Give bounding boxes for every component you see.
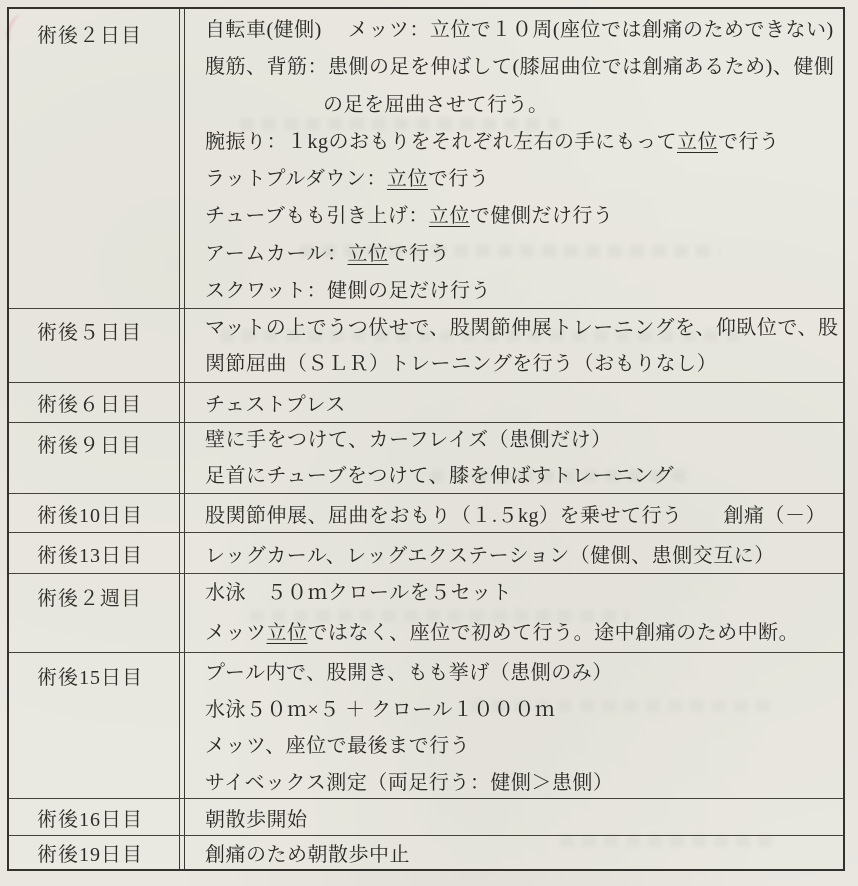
content-cell xyxy=(185,533,843,573)
day-cell xyxy=(9,9,179,308)
text-segment: 朝散歩開始 xyxy=(205,808,308,831)
content-line xyxy=(205,273,837,310)
table-row xyxy=(9,422,843,493)
text-segment: レッグカール、レッグエクステーション（健側、患側交互に） xyxy=(205,544,775,567)
content-line xyxy=(205,728,837,765)
text-segment: 自転車(健側) メッツ：立位で１０周(座位では創痛のためできない) xyxy=(205,19,834,41)
underlined-term: 立位 xyxy=(386,168,428,191)
text-segment: 水泳５０ｍ×５ ＋ クロール１０００ｍ xyxy=(205,698,556,721)
table-row xyxy=(9,308,843,382)
day-cell xyxy=(9,423,179,493)
content-line xyxy=(205,539,837,568)
day-label: 術後２日目 xyxy=(37,24,142,47)
day-label: 術後19日目 xyxy=(37,844,143,866)
text-segment: 水泳 ５０ｍクロールを５セット xyxy=(205,582,513,604)
content-line xyxy=(205,346,837,382)
text-segment: 腹筋、背筋：患側の足を伸ばして(膝屈曲位では創痛あるため)、健側 xyxy=(205,56,835,79)
text-segment: で行う xyxy=(718,130,780,153)
text-segment: 創痛のため朝散歩中止 xyxy=(205,844,410,866)
day-label: 術後９日目 xyxy=(37,434,142,457)
day-label: 術後６日目 xyxy=(37,394,142,416)
content-line xyxy=(205,198,837,235)
content-line xyxy=(205,12,837,49)
day-cell xyxy=(9,533,179,573)
content-cell xyxy=(185,494,843,532)
table-row xyxy=(9,573,843,652)
content-cell xyxy=(185,309,843,382)
underlined-term: 立位 xyxy=(677,130,718,153)
text-segment: ラットプルダウン： xyxy=(205,168,387,191)
content-cell xyxy=(185,574,843,652)
content-line xyxy=(205,423,837,459)
text-segment: マットの上でうつ伏せで、股関節伸展トレーニングを、仰臥位で、股 xyxy=(205,317,839,339)
content-line xyxy=(205,459,837,495)
day-cell xyxy=(9,383,179,422)
content-line xyxy=(205,692,837,729)
text-segment: プール内で、股開き、もも挙げ（患側のみ） xyxy=(205,662,613,684)
text-segment: 股関節伸展、屈曲をおもり（１.５kg）を乗せて行う 創痛（－） xyxy=(205,504,826,527)
text-segment: チェストプレス xyxy=(205,394,346,416)
content-line xyxy=(205,236,837,273)
day-label: 術後５日目 xyxy=(37,322,142,344)
day-cell xyxy=(9,653,179,798)
text-segment: で行う xyxy=(427,168,490,191)
text-segment: の足を屈曲させて行う。 xyxy=(323,93,549,116)
content-cell xyxy=(185,383,843,422)
day-label: 術後10日目 xyxy=(37,504,143,527)
content-cell xyxy=(185,423,843,493)
underlined-term: 立位 xyxy=(266,621,308,644)
day-label: 術後２週目 xyxy=(37,587,142,610)
content-line xyxy=(205,310,837,346)
content-line xyxy=(205,161,837,198)
text-segment: ではなく、座位で初めて行う。途中創痛のため中断。 xyxy=(307,621,800,644)
day-cell xyxy=(9,574,179,652)
text-segment: アームカール： xyxy=(205,242,348,265)
underlined-term: 立位 xyxy=(428,205,470,228)
table-row xyxy=(9,798,843,835)
text-segment: スクワット：健側の足だけ行う xyxy=(205,280,491,303)
content-line xyxy=(205,87,837,124)
content-cell xyxy=(185,836,843,869)
table-row xyxy=(9,835,843,869)
day-label: 術後15日目 xyxy=(37,667,143,690)
content-line xyxy=(205,49,837,86)
content-line xyxy=(205,574,837,614)
text-segment: 足首にチューブをつけて、膝を伸ばすトレーニング xyxy=(205,464,675,487)
text-segment: で健側だけ行う xyxy=(469,205,614,228)
content-line xyxy=(205,765,837,802)
content-line xyxy=(205,838,837,867)
day-cell xyxy=(9,494,179,532)
content-line xyxy=(205,803,837,832)
text-segment: メッツ xyxy=(205,621,267,644)
day-cell xyxy=(9,836,179,869)
text-segment: サイベックス測定（両足行う：健側＞患側） xyxy=(205,771,614,794)
table-row xyxy=(9,382,843,422)
text-segment: で行う xyxy=(388,242,450,265)
content-line xyxy=(205,124,837,161)
content-line xyxy=(205,499,837,528)
day-cell xyxy=(9,799,179,835)
table-row xyxy=(9,652,843,798)
text-segment: メッツ、座位で最後まで行う xyxy=(205,735,471,757)
table-row xyxy=(9,532,843,573)
content-line xyxy=(205,614,837,654)
text-segment: チューブもも引き上げ： xyxy=(205,205,429,228)
content-line xyxy=(205,655,837,692)
schedule-table xyxy=(7,7,845,871)
content-cell xyxy=(185,799,843,835)
day-label: 術後13日目 xyxy=(37,544,143,567)
text-segment: 腕振り：１kgのおもりをそれぞれ左右の手にもって xyxy=(205,130,677,153)
content-line xyxy=(205,388,837,417)
text-segment: 壁に手をつけて、カーフレイズ（患側だけ） xyxy=(205,429,612,451)
text-segment: 関節屈曲（ＳＬＲ）トレーニングを行う（おもりなし） xyxy=(205,353,718,375)
content-cell xyxy=(185,9,843,308)
table-row xyxy=(9,9,843,308)
underlined-term: 立位 xyxy=(347,242,389,265)
content-cell xyxy=(185,653,843,798)
table-row xyxy=(9,493,843,532)
day-cell xyxy=(9,309,179,382)
day-label: 術後16日目 xyxy=(37,808,143,831)
